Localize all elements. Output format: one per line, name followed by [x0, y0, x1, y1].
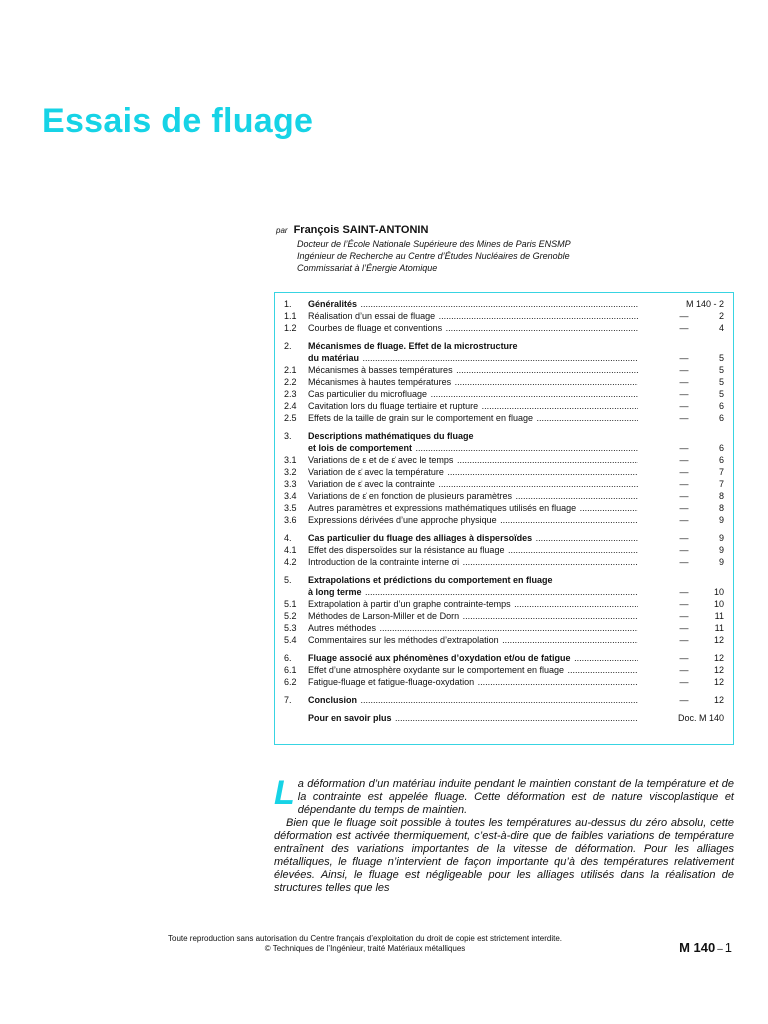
toc-page-number: 9 — [718, 515, 724, 525]
toc-entry-label: Commentaires sur les méthodes d’extrapolation — [308, 635, 499, 645]
toc-page — [638, 454, 724, 466]
toc-entry-label: Mécanismes à hautes températures — [308, 377, 452, 387]
toc-dash: — — [679, 533, 689, 543]
toc-dash: — — [679, 479, 689, 489]
toc-entry-label: Introduction de la contrainte interne σi — [308, 557, 460, 567]
toc-entry-text — [308, 400, 638, 412]
toc-entry-text — [308, 454, 638, 466]
toc-page — [638, 652, 724, 664]
toc-entry-text — [308, 598, 638, 610]
toc-page — [638, 442, 724, 454]
footer-copyright: © Techniques de l’Ingénieur, traité Matériaux métalliques — [264, 944, 466, 953]
toc-entry-label: Effet d’une atmosphère oxydante sur le comportement en fluage — [308, 665, 564, 675]
toc-entry-label: Autres paramètres et expressions mathématiques utilisés en fluage — [308, 503, 577, 513]
toc-heading-line: Mécanismes de fluage. Effet de la microstructure — [308, 341, 518, 351]
toc-page — [638, 388, 724, 400]
toc-page-number: 5 — [718, 377, 724, 387]
toc-row[interactable] — [284, 676, 724, 688]
toc-entry-text — [308, 352, 638, 364]
toc-number: 5.3 — [284, 623, 297, 633]
toc-page-number: 12 — [714, 653, 725, 663]
toc-page-number: 10 — [714, 587, 725, 597]
author-block — [276, 223, 746, 274]
toc-row[interactable] — [284, 532, 724, 544]
toc-page — [638, 490, 724, 502]
footer-notice: Toute reproduction sans autorisation du Centre français d’exploitation du droit de copie est strictement interdite. — [168, 934, 562, 943]
toc-entry-label: Cavitation lors du fluage tertiaire et rupture — [308, 401, 479, 411]
toc-entry-label: Effet des dispersoïdes sur la résistance au fluage — [308, 545, 505, 555]
toc-number: 1.1 — [284, 311, 297, 321]
toc-dash: — — [679, 503, 689, 513]
toc-number: 5.4 — [284, 635, 297, 645]
toc-number: 5.2 — [284, 611, 297, 621]
toc-number: 2.3 — [284, 389, 297, 399]
toc-row[interactable] — [284, 622, 724, 634]
toc-number: 6.2 — [284, 677, 297, 687]
toc-dash: — — [679, 311, 689, 321]
copyright-footer — [140, 934, 590, 954]
toc-entry-label: Variations de ε et de ε̇ avec le temps — [308, 455, 454, 465]
toc-page-number: 12 — [714, 695, 725, 705]
toc-entry-text — [308, 412, 638, 424]
toc-section — [284, 532, 724, 568]
toc-page — [638, 514, 724, 526]
toc-page — [638, 466, 724, 478]
toc-section — [284, 430, 724, 526]
toc-row[interactable] — [284, 466, 724, 478]
author-credential: Commissariat à l’Énergie Atomique — [297, 263, 438, 273]
toc-row[interactable] — [284, 712, 724, 724]
toc-entry-text — [308, 622, 638, 634]
toc-entry-label: Variation de ε̇ avec la température — [308, 467, 444, 477]
page-title: Essais de fluage — [42, 102, 314, 140]
toc-entry-label: Courbes de fluage et conventions — [308, 323, 443, 333]
toc-row[interactable] — [284, 664, 724, 676]
toc-row[interactable] — [284, 556, 724, 568]
toc-page-number: 4 — [718, 323, 724, 333]
toc-page-number: 12 — [714, 677, 725, 687]
toc-page — [638, 556, 724, 568]
toc-page — [638, 400, 724, 412]
toc-row[interactable] — [284, 340, 724, 352]
toc-dash: — — [679, 635, 689, 645]
toc-row[interactable] — [284, 634, 724, 646]
toc-entry-text — [308, 466, 638, 478]
toc-page-number: 7 — [718, 479, 724, 489]
toc-page-ref: Doc. M 140 — [677, 713, 724, 723]
toc-dash: — — [679, 557, 689, 567]
toc-dash: — — [679, 653, 689, 663]
toc-page — [638, 694, 724, 706]
toc-row[interactable] — [284, 502, 724, 514]
toc-page-number: 8 — [718, 491, 724, 501]
toc-entry-text — [308, 310, 638, 322]
toc-entry-text — [308, 478, 638, 490]
toc-entry-text — [308, 712, 638, 724]
toc-entry-label: du matériau — [308, 353, 360, 363]
toc-number: 3.3 — [284, 479, 297, 489]
toc-page-ref: M 140 - 2 — [685, 299, 724, 309]
toc-row[interactable] — [284, 400, 724, 412]
toc-entry-text — [308, 376, 638, 388]
toc-dash: — — [679, 467, 689, 477]
toc-page-number: 2 — [718, 311, 724, 321]
toc-page — [638, 502, 724, 514]
toc-page-number: 11 — [714, 623, 724, 633]
toc-entry-text — [308, 652, 638, 664]
toc-dash: — — [679, 401, 689, 411]
toc-row[interactable] — [284, 310, 724, 322]
toc-dash: — — [679, 599, 689, 609]
toc-row[interactable] — [284, 322, 724, 334]
toc-row[interactable] — [284, 586, 724, 598]
toc-dash: — — [679, 587, 689, 597]
toc-page — [638, 322, 724, 334]
toc-number: 6.1 — [284, 665, 297, 675]
paragraph-1: a déformation d’un matériau induite pendant le maintien constant de la température et de la contrainte est appelée fluage. Cette déformation est de nature viscoplastique et dépendante du temps de maintien. — [297, 778, 734, 816]
toc-row[interactable] — [284, 610, 724, 622]
toc-entry-label: Mécanismes à basses températures — [308, 365, 453, 375]
toc-dash: — — [679, 665, 689, 675]
toc-page — [638, 598, 724, 610]
toc-dash: — — [679, 611, 689, 621]
toc-number: 2.2 — [284, 377, 297, 387]
toc-page-number: 5 — [718, 365, 724, 375]
document-code: M 140 — [679, 940, 716, 955]
toc-page — [638, 352, 724, 364]
toc-number: 6. — [284, 653, 292, 663]
toc-page — [638, 676, 724, 688]
toc-page — [638, 310, 724, 322]
toc-entry-text — [308, 298, 638, 310]
toc-row[interactable] — [284, 442, 724, 454]
author-credential: Ingénieur de Recherche au Centre d’Études Nucléaires de Grenoble — [297, 251, 570, 261]
toc-page — [638, 364, 724, 376]
toc-entry-label: Conclusion — [308, 695, 357, 705]
toc-entry-text — [308, 514, 638, 526]
toc-section — [284, 694, 724, 706]
toc-page — [638, 376, 724, 388]
toc-number: 2.1 — [284, 365, 297, 375]
toc-row[interactable] — [284, 376, 724, 388]
toc-section — [284, 298, 724, 334]
toc-entry-label: à long terme — [308, 587, 362, 597]
toc-dash: — — [679, 377, 689, 387]
toc-page — [638, 532, 724, 544]
toc-number: 7. — [284, 695, 292, 705]
toc-dash: — — [679, 323, 689, 333]
toc-entry-label: Méthodes de Larson-Miller et de Dorn — [308, 611, 460, 621]
toc-page-number: 8 — [718, 503, 724, 513]
toc-number: 4. — [284, 533, 292, 543]
toc-page — [638, 712, 724, 724]
toc-number: 3.5 — [284, 503, 297, 513]
table-of-contents — [274, 292, 734, 745]
toc-entry-label: Extrapolation à partir d’un graphe contrainte-temps — [308, 599, 511, 609]
toc-row[interactable] — [284, 694, 724, 706]
toc-dash: — — [679, 623, 689, 633]
toc-page-number: 7 — [718, 467, 724, 477]
toc-dash: — — [679, 413, 689, 423]
toc-row[interactable] — [284, 454, 724, 466]
toc-dash: — — [679, 443, 689, 453]
toc-number: 1. — [284, 299, 292, 309]
toc-number: 5. — [284, 575, 292, 585]
toc-row[interactable] — [284, 388, 724, 400]
toc-entry-text — [308, 694, 638, 706]
toc-entry-label: Expressions dérivées d’une approche physique — [308, 515, 497, 525]
toc-number: 2.5 — [284, 413, 297, 423]
toc-page — [638, 622, 724, 634]
toc-section — [284, 340, 724, 424]
toc-dash: — — [679, 353, 689, 363]
toc-dash: — — [679, 389, 689, 399]
toc-section — [284, 574, 724, 646]
author-line — [276, 223, 746, 238]
page-reference — [679, 940, 732, 955]
toc-row[interactable] — [284, 364, 724, 376]
toc-dash: — — [679, 515, 689, 525]
toc-entry-text — [308, 634, 638, 646]
toc-page — [638, 544, 724, 556]
toc-entry-label: Variation de ε̇ avec la contrainte — [308, 479, 435, 489]
toc-page-number: 12 — [714, 635, 725, 645]
toc-page-number: 6 — [718, 455, 724, 465]
toc-entry-label: Fatigue-fluage et fatigue-fluage-oxydation — [308, 677, 475, 687]
toc-row[interactable] — [284, 598, 724, 610]
toc-dash: — — [679, 455, 689, 465]
toc-page-number: 10 — [714, 599, 725, 609]
toc-number: 4.2 — [284, 557, 297, 567]
author-credential: Docteur de l’École Nationale Supérieure des Mines de Paris ENSMP — [297, 239, 571, 249]
toc-dash: — — [679, 545, 689, 555]
toc-entry-text — [308, 442, 638, 454]
toc-page-number: 5 — [718, 389, 724, 399]
toc-entry-label: Autres méthodes — [308, 623, 377, 633]
toc-page — [638, 298, 724, 310]
toc-entry-label: Effets de la taille de grain sur le comportement en fluage — [308, 413, 533, 423]
toc-number: 3.2 — [284, 467, 297, 477]
page-separator: – — [717, 944, 723, 955]
toc-row[interactable] — [284, 430, 724, 442]
toc-entry-label: Réalisation d’un essai de fluage — [308, 311, 436, 321]
toc-page-number: 11 — [714, 611, 724, 621]
toc-page — [638, 664, 724, 676]
toc-number: 3. — [284, 431, 292, 441]
toc-dash: — — [679, 491, 689, 501]
toc-page — [638, 586, 724, 598]
toc-row[interactable] — [284, 412, 724, 424]
toc-entry-text — [308, 610, 638, 622]
toc-entry-label: Généralités — [308, 299, 358, 309]
toc-entry-text — [308, 322, 638, 334]
toc-number: 3.1 — [284, 455, 297, 465]
drop-cap: L — [274, 774, 295, 812]
toc-row[interactable] — [284, 352, 724, 364]
body-text — [274, 774, 734, 895]
toc-entry-text — [308, 676, 638, 688]
toc-page-number: 9 — [718, 557, 724, 567]
author-name: François SAINT-ANTONIN — [293, 224, 429, 236]
toc-entry-text — [308, 502, 638, 514]
toc-entry-label: Variations de ε̇ en fonction de plusieurs paramètres — [308, 491, 512, 501]
toc-row[interactable] — [284, 478, 724, 490]
toc-entry-text — [308, 586, 638, 598]
toc-number: 5.1 — [284, 599, 297, 609]
toc-page-number: 6 — [718, 443, 724, 453]
toc-section — [284, 712, 724, 724]
paragraph-2: Bien que le fluage soit possible à toutes les températures au-dessus du zéro absolu, cette déformation est activée thermiquement, c’est-à-dire que de faibles variations de température entraînent des variations importantes de la vitesse de déformation. Pour les alliages métalliques, le fluage n’intervient de façon importante qu’à des températures relativement élevées. Ainsi, le fluage est négligeable pour les alliages utilisés dans la réalisation de structures telles que les — [274, 817, 734, 894]
toc-entry-label: et lois de comportement — [308, 443, 413, 453]
toc-entry-text — [308, 544, 638, 556]
toc-page-number: 12 — [714, 665, 725, 675]
toc-page — [638, 412, 724, 424]
toc-page — [638, 610, 724, 622]
toc-entry-label: Fluage associé aux phénomènes d’oxydation et/ou de fatigue — [308, 653, 571, 663]
toc-page-number: 5 — [718, 353, 724, 363]
toc-number: 2.4 — [284, 401, 297, 411]
toc-section — [284, 652, 724, 688]
toc-number: 4.1 — [284, 545, 297, 555]
toc-number: 2. — [284, 341, 292, 351]
toc-page-number: 9 — [718, 545, 724, 555]
toc-dash: — — [679, 695, 689, 705]
toc-number: 3.4 — [284, 491, 297, 501]
toc-row[interactable] — [284, 652, 724, 664]
toc-row[interactable] — [284, 514, 724, 526]
toc-row[interactable] — [284, 490, 724, 502]
toc-dash: — — [679, 677, 689, 687]
toc-entry-text — [308, 664, 638, 676]
toc-row[interactable] — [284, 574, 724, 586]
toc-entry-text — [308, 388, 638, 400]
toc-page-number: 6 — [718, 401, 724, 411]
toc-page-number: 6 — [718, 413, 724, 423]
toc-row[interactable] — [284, 298, 724, 310]
toc-entry-text — [308, 556, 638, 568]
toc-heading-line: Descriptions mathématiques du fluage — [308, 431, 474, 441]
toc-entry-label: Cas particulier du microfluage — [308, 389, 428, 399]
toc-dash: — — [679, 365, 689, 375]
toc-entry-label: Cas particulier du fluage des alliages à dispersoïdes — [308, 533, 533, 543]
toc-heading-line: Extrapolations et prédictions du comportement en fluage — [308, 575, 553, 585]
page-number: 1 — [724, 940, 732, 955]
toc-entry-text — [308, 490, 638, 502]
toc-row[interactable] — [284, 544, 724, 556]
toc-page-number: 9 — [718, 533, 724, 543]
author-prefix: par — [276, 226, 288, 235]
toc-entry-label: Pour en savoir plus — [308, 713, 392, 723]
toc-number: 1.2 — [284, 323, 297, 333]
toc-page — [638, 478, 724, 490]
toc-entry-text — [308, 532, 638, 544]
toc-page — [638, 634, 724, 646]
toc-entry-text — [308, 364, 638, 376]
toc-number: 3.6 — [284, 515, 297, 525]
